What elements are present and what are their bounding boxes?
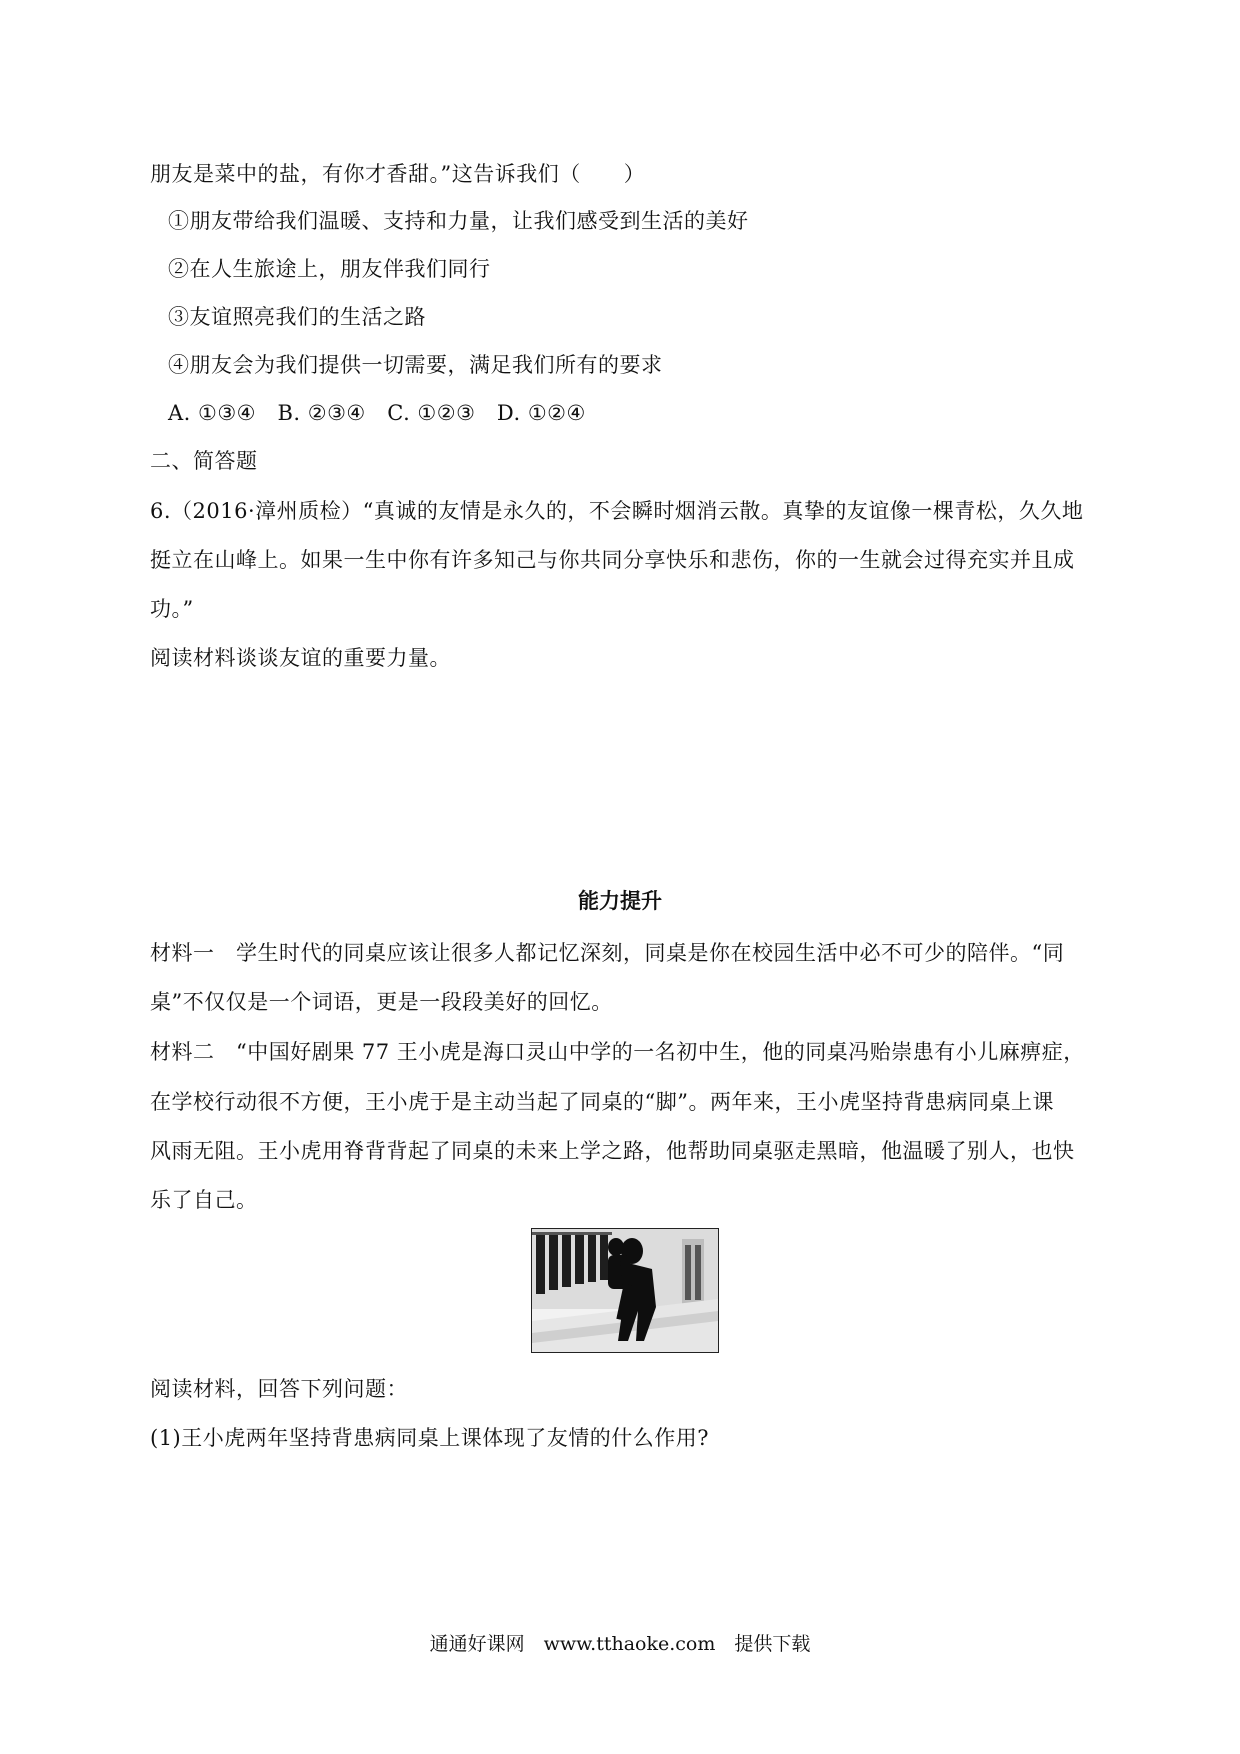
material-1-line-2: 桌”不仅仅是一个词语，更是一段段美好的回忆。 (150, 990, 613, 1014)
material-2-line-2: 在学校行动很不方便，王小虎于是主动当起了同桌的“脚”。两年来，王小虎坚持背患病同桌上课 (150, 1090, 1054, 1114)
question-1: (1)王小虎两年坚持背患病同桌上课体现了友情的什么作用? (150, 1426, 710, 1450)
photo-student-carrying-classmate (531, 1228, 719, 1353)
material-2-line-3: 风雨无阻。王小虎用脊背背起了同桌的未来上学之路，他帮助同桌驱走黑暗，他温暖了别人，也快 (150, 1139, 1075, 1163)
material-2-line-4: 乐了自己。 (150, 1188, 258, 1212)
q5-option-2: ②在人生旅途上，朋友伴我们同行 (168, 257, 491, 281)
section-heading: 二、简答题 (150, 449, 258, 473)
q6-line-2: 挺立在山峰上。如果一生中你有许多知己与你共同分享快乐和悲伤，你的一生就会过得充实并且成 (150, 548, 1075, 572)
material-2-line-1: 材料二 “中国好剧果 77 王小虎是海口灵山中学的一名初中生，他的同桌冯贻崇患有小儿麻痹症， (150, 1040, 1085, 1064)
read-prompt: 阅读材料，回答下列问题： (150, 1377, 408, 1401)
q6-prompt: 阅读材料谈谈友谊的重要力量。 (150, 646, 451, 670)
q6-line-1: 6.（2016·漳州质检）“真诚的友情是永久的，不会瞬时烟消云散。真挚的友谊像一棵青松，久久地 (150, 499, 1084, 523)
q5-option-3: ③友谊照亮我们的生活之路 (168, 305, 426, 329)
material-1-line-1: 材料一 学生时代的同桌应该让很多人都记忆深刻，同桌是你在校园生活中必不可少的陪伴。“同 (150, 941, 1065, 965)
q5-option-4: ④朋友会为我们提供一切需要，满足我们所有的要求 (168, 353, 663, 377)
q5-choices: A. ①③④ B. ②③④ C. ①②③ D. ①②④ (168, 401, 586, 425)
section-title: 能力提升 (578, 889, 662, 913)
q5-stem: 朋友是菜中的盐，有你才香甜。”这告诉我们（ ） (150, 162, 646, 186)
footer-text: 通通好课网 www.tthaoke.com 提供下载 (429, 1633, 811, 1655)
q5-option-1: ①朋友带给我们温暖、支持和力量，让我们感受到生活的美好 (168, 209, 749, 233)
q6-line-3: 功。” (150, 597, 194, 621)
